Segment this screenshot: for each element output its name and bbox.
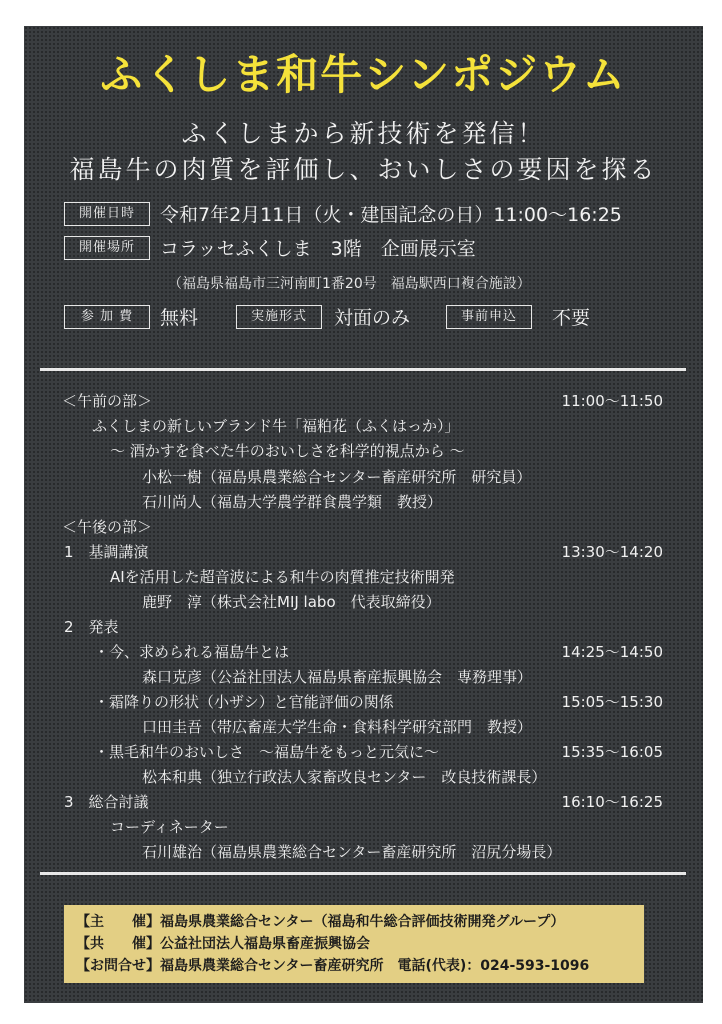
- morning-heading: ＜午前の部＞: [62, 392, 153, 410]
- fee-value: 無料: [160, 307, 199, 329]
- footer-contact: 【お問合せ】福島県農業総合センター畜産研究所 電話(代表)：024-593-1096: [76, 958, 590, 974]
- registration-value: 不要: [552, 307, 591, 329]
- talk-1-title: ・今、求められる福島牛とは: [94, 643, 290, 661]
- poster-title: ふくしま和牛シンポジウム: [100, 50, 627, 99]
- footer-panel: [64, 905, 644, 983]
- fee-label: 参 加 費: [64, 305, 150, 329]
- date-label: 開催日時: [64, 202, 150, 226]
- morning-speaker-2: 石川尚人（福島大学農学群食農学類 教授）: [142, 493, 443, 511]
- morning-subtitle: 〜 酒かすを食べた牛のおいしさを科学的視点から 〜: [110, 442, 465, 460]
- venue-label: 開催場所: [64, 236, 150, 260]
- footer-cohost: 【共 催】公益社団法人福島県畜産振興協会: [76, 936, 370, 952]
- poster: [24, 26, 703, 1003]
- talk-3-speaker: 松本和典（独立行政法人家畜改良センター 改良技術課長）: [142, 768, 547, 786]
- keynote-time: 13:30〜14:20: [561, 543, 663, 561]
- coordinator-label: コーディネーター: [110, 818, 229, 836]
- morning-time: 11:00〜11:50: [561, 392, 663, 410]
- talk-3-title: ・黒毛和牛のおいしさ 〜福島牛をもっと元気に〜: [94, 743, 440, 761]
- presentations-title: 2 発表: [64, 618, 119, 636]
- format-value: 対面のみ: [334, 307, 411, 329]
- coordinator-speaker: 石川雄治（福島県農業総合センター畜産研究所 沼尻分場長）: [142, 843, 562, 861]
- discussion-time: 16:10〜16:25: [561, 793, 663, 811]
- morning-speaker-1: 小松一樹（福島県農業総合センター畜産研究所 研究員）: [142, 468, 532, 486]
- date-value: 令和7年2月11日（火・建国記念の日）11:00〜16:25: [160, 204, 622, 226]
- talk-2-speaker: 口田圭吾（帯広畜産大学生命・食料科学研究部門 教授）: [142, 718, 533, 736]
- footer-organizer: 【主 催】福島県農業総合センター（福島和牛総合評価技術開発グループ）: [76, 914, 565, 930]
- subtitle-line-2: 福島牛の肉質を評価し、おいしさの要因を探る: [69, 155, 658, 184]
- format-label: 実施形式: [236, 305, 322, 329]
- afternoon-heading: ＜午後の部＞: [62, 518, 153, 536]
- keynote-topic: AIを活用した超音波による和牛の肉質推定技術開発: [110, 568, 455, 586]
- venue-address: （福島県福島市三河南町1番20号 福島駅西口複合施設）: [168, 276, 531, 292]
- registration-label: 事前申込: [446, 305, 532, 329]
- keynote-speaker: 鹿野 淳（株式会社MIJ labo 代表取締役）: [142, 593, 441, 611]
- divider-top: [40, 368, 686, 371]
- discussion-title: 3 総合討議: [64, 793, 149, 811]
- subtitle-line-1: ふくしまから新技術を発信！: [181, 119, 546, 148]
- talk-2-title: ・霜降りの形状（小ザシ）と官能評価の関係: [94, 693, 394, 711]
- morning-title: ふくしまの新しいブランド牛「福粕花（ふくはっか）」: [92, 417, 460, 435]
- divider-bottom: [40, 872, 686, 875]
- talk-1-speaker: 森口克彦（公益社団法人福島県畜産振興協会 専務理事）: [142, 668, 533, 686]
- talk-3-time: 15:35〜16:05: [561, 743, 663, 761]
- talk-2-time: 15:05〜15:30: [561, 693, 663, 711]
- keynote-title: 1 基調講演: [64, 543, 149, 561]
- venue-value: コラッセふくしま 3階 企画展示室: [160, 238, 476, 260]
- talk-1-time: 14:25〜14:50: [561, 643, 663, 661]
